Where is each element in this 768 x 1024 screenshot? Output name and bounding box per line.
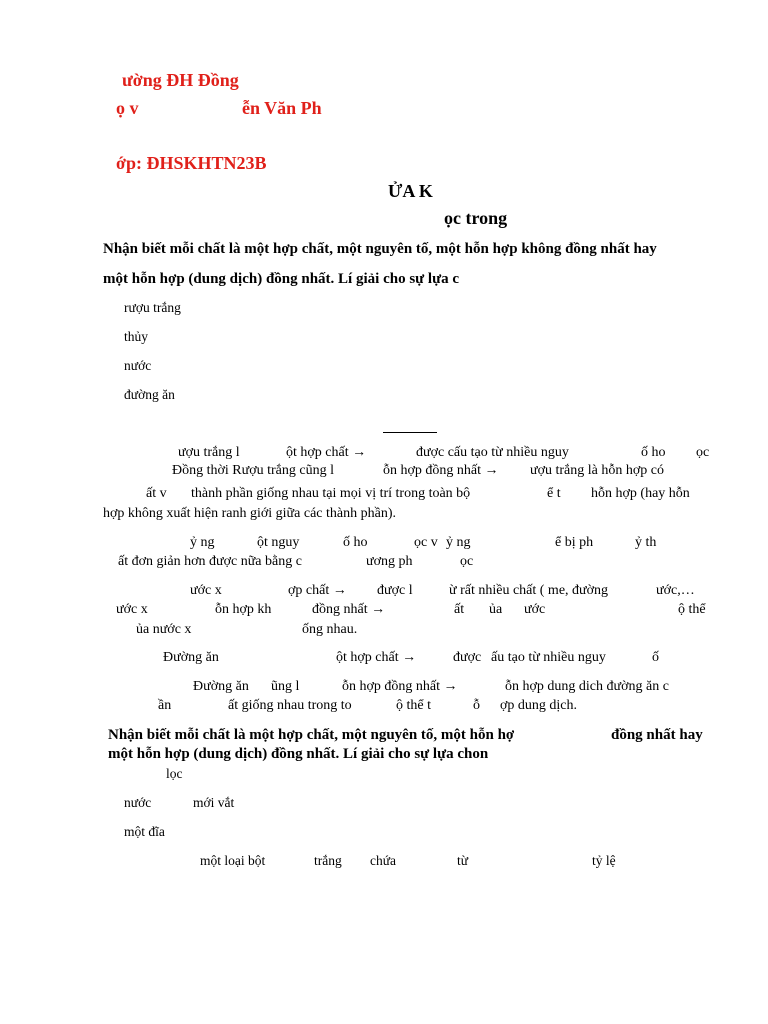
answer-fragment: ương ph xyxy=(366,554,413,569)
answer-fragment: được xyxy=(453,650,482,665)
answer-fragment: ỗ xyxy=(473,698,480,713)
answer-fragment: ể bị ph xyxy=(555,535,594,550)
answer-fragment: ỷ th xyxy=(635,535,657,550)
question2-line1b: đồng nhất hay xyxy=(611,727,703,743)
student-name-suffix: ễn Văn Ph xyxy=(242,98,322,118)
answer-fragment: ất v xyxy=(146,486,167,501)
answer-fragment: đồng nhất → xyxy=(312,602,386,617)
answer-fragment: ũng l xyxy=(271,679,300,694)
list-item: tỷ lệ xyxy=(592,853,616,868)
question1-line1: Nhận biết mỗi chất là một hợp chất, một nguyên tố, một hỗn hợp không đồng nhất hay xyxy=(103,241,657,257)
answer-fragment: ất xyxy=(454,602,465,617)
list-item: một loại bột xyxy=(200,853,266,868)
answer-fragment: ỗn hợp đồng nhất → xyxy=(342,679,458,694)
answer-fragment: ất giống nhau trong to xyxy=(228,698,352,713)
answer-fragment: ủa xyxy=(489,602,503,617)
list-item: rượu trắng xyxy=(124,300,181,315)
answer-fragment: ể t xyxy=(547,486,561,501)
answer-fragment: hỗn hợp (hay hỗn xyxy=(591,486,690,501)
answer-fragment: ượu trắng l xyxy=(178,445,240,460)
answer-fragment: Đồng thời Rượu trắng cũng l xyxy=(172,463,334,478)
student-name-prefix: ọ v xyxy=(116,98,139,118)
school-name: ường ĐH Đồng xyxy=(122,70,239,90)
answer-fragment: hợp không xuất hiện ranh giới giữa các thành phần). xyxy=(103,506,396,521)
answer-fragment: Đường ăn xyxy=(193,679,249,694)
answer-fragment: ột hợp chất → xyxy=(286,445,367,460)
answer-fragment: ột hợp chất → xyxy=(336,650,417,665)
answer-fragment: ố ho xyxy=(641,445,666,460)
answer-fragment: ỗn hợp dung dich đường ăn c xyxy=(505,679,669,694)
list-item: nước xyxy=(124,358,152,373)
doc-title-line2: ọc trong xyxy=(444,208,508,228)
answer-fragment: ỗn hợp đồng nhất → xyxy=(383,463,499,478)
answer-fragment: ước xyxy=(524,602,546,617)
answer-fragment: ố ho xyxy=(343,535,368,550)
answer-fragment: ượu trắng là hỗn hợp có xyxy=(530,463,664,478)
question1-line2: một hỗn hợp (dung dịch) đồng nhất. Lí giải cho sự lựa c xyxy=(103,271,459,287)
answer-fragment: ấu tạo từ nhiều nguy xyxy=(491,650,606,665)
answer-fragment: ống nhau. xyxy=(302,622,358,637)
answer-fragment: được cấu tạo từ nhiều nguy xyxy=(416,445,569,460)
doc-title-line1: ỬA K xyxy=(388,181,433,201)
list-item: thủy xyxy=(124,329,149,344)
answer-fragment: ừ rất nhiều chất ( me, đường xyxy=(449,583,609,598)
answer-fragment: ỷ ng xyxy=(446,535,471,550)
answer-fragment: ước x xyxy=(116,602,148,617)
answer-fragment: ợp dung dịch. xyxy=(500,698,578,713)
answer-fragment: ọc xyxy=(460,554,474,569)
list-item: nước xyxy=(124,795,152,810)
answer-fragment: ộ thể t xyxy=(396,698,431,713)
list-item: trắng xyxy=(314,853,342,868)
answer-fragment: ỗn hợp kh xyxy=(215,602,272,617)
answer-fragment: ần xyxy=(158,698,172,713)
answer-fragment: được l xyxy=(377,583,413,598)
answer-fragment: ọc v xyxy=(414,535,438,550)
section-divider xyxy=(383,432,437,433)
list-item: mới vắt xyxy=(193,795,235,810)
question2-line2: một hỗn hợp (dung dịch) đồng nhất. Lí giải cho sự lựa chon xyxy=(108,746,489,762)
list-item: chứa xyxy=(370,853,397,868)
answer-fragment: ỷ ng xyxy=(190,535,215,550)
answer-fragment: ước,… xyxy=(656,583,695,598)
answer-fragment: ước x xyxy=(190,583,222,598)
question2-line1a: Nhận biết mỗi chất là một hợp chất, một nguyên tố, một hỗn hợ xyxy=(108,727,515,743)
answer-fragment: ố xyxy=(652,650,659,665)
answer-fragment: ộ thể xyxy=(678,602,706,617)
list-item: một đĩa xyxy=(124,824,165,839)
answer-fragment: ủa nước x xyxy=(136,622,192,637)
class-code: ớp: ĐHSKHTN23B xyxy=(116,153,267,173)
answer-fragment: ọc xyxy=(696,445,710,460)
answer-fragment: ợp chất → xyxy=(288,583,347,598)
answer-fragment: ột nguy xyxy=(257,535,300,550)
list-item: từ xyxy=(457,853,469,868)
answer-fragment: thành phần giống nhau tại mọi vị trí trong toàn bộ xyxy=(191,486,471,501)
answer-fragment: Đường ăn xyxy=(163,650,219,665)
list-item: lọc xyxy=(166,766,183,781)
answer-fragment: ất đơn giản hơn được nữa bằng c xyxy=(118,554,302,569)
list-item: đường ăn xyxy=(124,387,175,402)
